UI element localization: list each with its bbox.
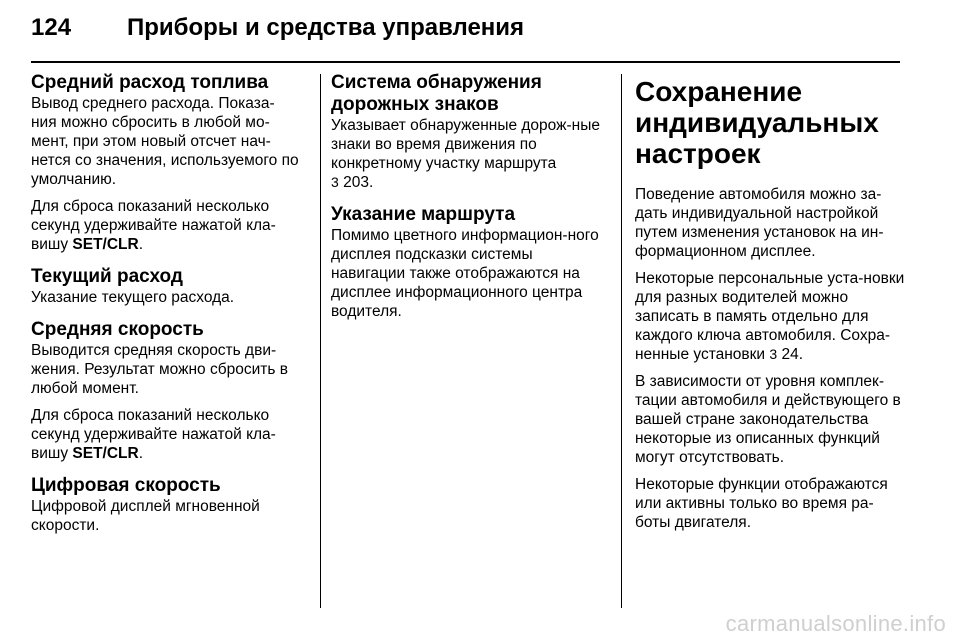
watermark: carmanualsonline.info	[725, 611, 946, 636]
paragraph-text: Указывает обнаруженные дорож-ные знаки во время движения по конкретному участку маршрута	[331, 117, 600, 172]
section-avg-speed	[31, 319, 299, 463]
section-current-consumption	[31, 266, 299, 307]
page-reference[interactable]: 203.	[343, 174, 374, 191]
section-heading: Система обнаружения дорожных знаков	[331, 72, 542, 115]
paragraph-text: .	[138, 445, 144, 462]
section-route-guidance	[331, 204, 601, 321]
header-rule	[31, 61, 900, 63]
chapter-heading: Сохранение индивидуальных настроек	[635, 76, 879, 169]
section-heading: Текущий расход	[31, 266, 183, 287]
paragraph	[31, 406, 299, 463]
section-traffic-signs	[331, 72, 601, 192]
paragraph-text: .	[138, 236, 144, 253]
key-label: SET/CLR	[72, 445, 139, 462]
page-title: Приборы и средства управления	[127, 14, 525, 41]
paragraph: Цифровой дисплей мгновенной скорости.	[31, 498, 260, 534]
section-avg-fuel	[31, 72, 299, 254]
page-reference[interactable]: 24.	[781, 346, 804, 363]
paragraph	[635, 269, 905, 364]
paragraph: Некоторые функции отображаются или активны только во время ра-боты двигателя.	[635, 476, 888, 531]
page-ref-arrow-icon: 3	[769, 346, 778, 362]
paragraph: В зависимости от уровня комплек-тации автомобиля и действующего в вашей стране законодательства некоторые из описанных функций могут отсутствовать.	[635, 373, 901, 466]
section-heading: Цифровая скорость	[31, 475, 221, 496]
section-digital-speed	[31, 475, 299, 535]
column-1	[31, 72, 299, 547]
paragraph: Вывод среднего расхода. Показа-ния можно сбросить в любой мо-мент, при этом новый отсчет нач-нется со значения, используемого по умолчанию.	[31, 95, 299, 188]
key-label: SET/CLR	[72, 236, 139, 253]
column-2	[331, 72, 601, 333]
column-divider-1	[320, 74, 321, 608]
column-divider-2	[621, 74, 622, 608]
section-heading: Средняя скорость	[31, 319, 204, 340]
page-number: 124	[31, 14, 72, 41]
section-heading: Указание маршрута	[331, 204, 516, 225]
paragraph: Поведение автомобиля можно за-дать индивидуальной настройкой путем изменения установок на ин-формационном дисплее.	[635, 186, 884, 260]
section-heading: Средний расход топлива	[31, 72, 269, 93]
column-3	[635, 72, 905, 540]
paragraph: Выводится средняя скорость дви-жения. Результат можно сбросить в любой момент.	[31, 342, 288, 397]
paragraph	[331, 116, 601, 192]
paragraph-text: Для сброса показаний несколько секунд удерживайте нажатой кла-вишу	[31, 407, 276, 462]
page-ref-arrow-icon: 3	[331, 174, 339, 190]
paragraph: Указание текущего расхода.	[31, 289, 235, 306]
page-header	[31, 14, 524, 54]
paragraph: Помимо цветного информацион-ного дисплея подсказки системы навигации также отображаются на дисплее информационного центра водителя.	[331, 227, 599, 320]
paragraph	[31, 197, 299, 254]
paragraph-text: Для сброса показаний несколько секунд удерживайте нажатой кла-вишу	[31, 198, 276, 253]
paragraph-text: Некоторые персональные уста-новки для разных водителей можно записать в память отдельно для каждого ключа автомобиля. Сохра-ненные установки	[635, 270, 905, 363]
